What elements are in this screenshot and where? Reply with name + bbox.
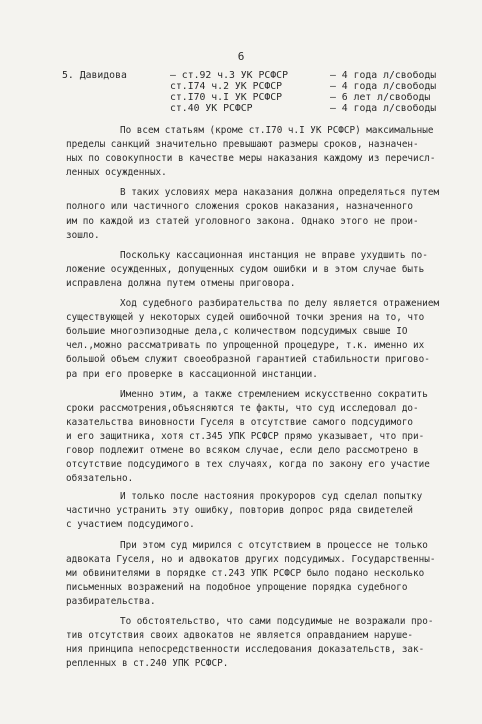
- text-line: большие многоэпизодные дела,с количеством подсудимых свыше IO: [66, 326, 408, 338]
- sentence-row: [62, 92, 462, 103]
- paragraph: [66, 388, 458, 487]
- sentence-row: [62, 81, 462, 92]
- text-line: частично устранить эту ошибку, повторив допрос ряда свидетелей: [66, 505, 414, 517]
- paragraph: [66, 249, 458, 291]
- text-line: большой объем служит своеобразной гарантией стабильности пригово-: [66, 354, 430, 366]
- text-line: Ход судебного разбирательства по делу является отражением: [120, 298, 440, 310]
- text-line: То обстоятельство, что сами подсудимые не возражали про-: [120, 616, 434, 627]
- text-line: И только после настояния прокуроров суд сделал попытку: [120, 491, 423, 503]
- sentence-convict-name: [62, 81, 170, 92]
- sentence-term: – 4 года л/свободы: [330, 70, 437, 81]
- text-line: полного или частичного сложения сроков наказания, назначенного: [66, 201, 414, 213]
- page-number: 6: [237, 50, 245, 63]
- document-body: [66, 124, 458, 677]
- text-line: разбирательства.: [66, 595, 156, 607]
- sentence-term: – 4 года л/свободы: [330, 81, 437, 92]
- text-line: При этом суд мирился с отсутствием в процессе не только: [120, 539, 428, 551]
- text-line: сроки рассмотрения,объясняются те факты, что суд исследовал до-: [66, 402, 419, 414]
- sentence-article: ст.I74 ч.2 УК РСФСР: [170, 81, 283, 92]
- text-line: ложение осужденных, допущенных судом ошибки и в этом случае быть: [66, 263, 425, 275]
- sentence-row: [62, 70, 462, 81]
- sentence-article: – ст.92 ч.3 УК РСФСР: [170, 70, 288, 81]
- text-line: Именно этим, а также стремлением искусственно сократить: [120, 388, 428, 400]
- text-line: пределы санкций значительно превышают размеры сроков, назначен-: [66, 139, 419, 151]
- sentence-term: – 4 года л/свободы: [330, 103, 437, 114]
- paragraph: [66, 186, 458, 242]
- text-line: письменных возражений на подобное упрощение порядка судебного: [66, 581, 408, 593]
- sentence-list: [62, 70, 462, 114]
- text-line: ных по совокупности в качестве меры наказания каждому из перечисл-: [66, 153, 436, 165]
- sentence-row: [62, 103, 462, 114]
- sentence-convict-name: [62, 92, 170, 103]
- paragraph: [66, 297, 458, 382]
- text-line: По всем статьям (кроме ст.I70 ч.I УК РСФСР) максимальные: [120, 125, 434, 136]
- text-line: ленных осужденных.: [66, 167, 167, 179]
- paragraph: [66, 539, 458, 609]
- text-line: В таких условиях мера наказания должна определяться путем: [120, 187, 440, 199]
- sentence-article: ст.I70 ч.I УК РСФСР: [170, 92, 283, 103]
- text-line: существующей у некоторых судей ошибочной точки зрения на то, что: [66, 312, 425, 324]
- text-line: им по каждой из статей уголовного закона. Однако этого не прои-: [66, 215, 419, 227]
- text-line: говор подлежит отмене во всяком случае, если дело рассмотрено в: [66, 444, 419, 456]
- text-line: ния принципа непосредственности исследования доказательств, зак-: [66, 644, 425, 656]
- text-line: исправлена должна путем отмены приговора.: [66, 277, 296, 289]
- sentence-article: ст.40 УК РСФСР: [170, 103, 253, 114]
- text-line: тив отсутствия своих адвокатов не является оправданием наруше-: [66, 630, 414, 642]
- text-line: ми обвинителями в порядке ст.243 УПК РСФСР было подано несколько: [66, 567, 425, 579]
- paragraph: [66, 124, 458, 180]
- text-line: с участием подсудимого.: [66, 519, 195, 531]
- text-line: ра при его проверке в кассационной инстанции.: [66, 368, 318, 380]
- text-line: Поскольку кассационная инстанция не вправе ухудшить по-: [120, 249, 428, 261]
- text-line: репленных в ст.240 УПК РСФСР.: [66, 658, 229, 670]
- sentence-term: – 6 лет л/свободы: [330, 92, 431, 103]
- text-line: адвоката Гуселя, но и адвокатов других подсудимых. Государственны-: [66, 553, 436, 565]
- paragraph: [66, 490, 458, 532]
- text-line: чел.,можно рассматривать по упрощенной процедуре, т.к. именно их: [66, 340, 425, 352]
- text-line: зошло.: [66, 229, 100, 241]
- text-line: и его защитника, хотя ст.345 УПК РСФСР прямо указывает, что при-: [66, 430, 425, 442]
- text-line: обязательно.: [66, 473, 134, 485]
- paragraph: [66, 615, 458, 671]
- sentence-convict-name: 5. Давидова: [62, 70, 127, 81]
- text-line: отсутствие подсудимого в тех случаях, когда по закону его участие: [66, 459, 430, 471]
- text-line: казательства виновности Гуселя в отсутствие самого подсудимого: [66, 416, 414, 428]
- sentence-convict-name: [62, 103, 170, 114]
